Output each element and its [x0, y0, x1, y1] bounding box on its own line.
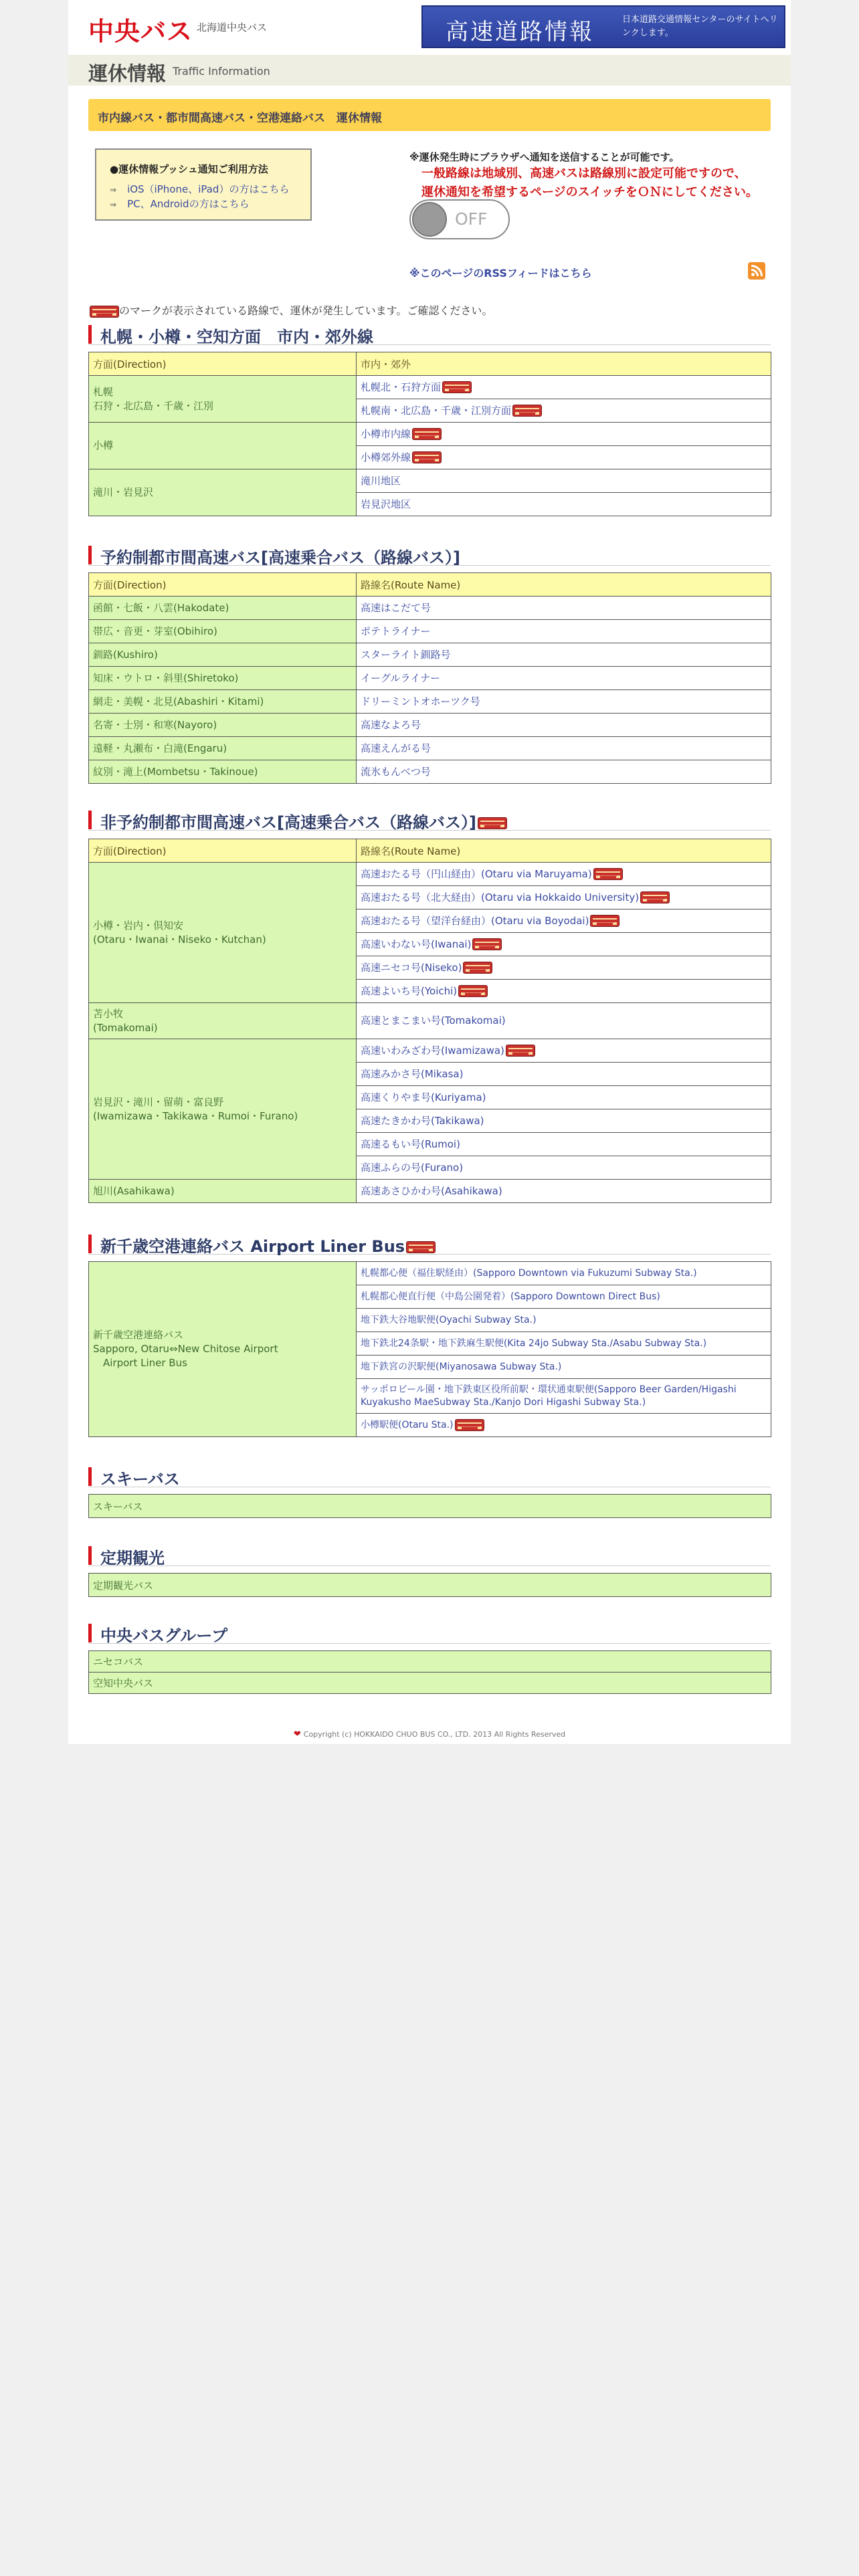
route-link[interactable]: 流氷もんべつ号	[357, 760, 771, 784]
direction-cell: 網走・美幌・北見(Abashiri・Kitami)	[89, 690, 357, 714]
route-link[interactable]: 高速はこだて号	[357, 597, 771, 620]
route-link[interactable]: 高速くりやま号(Kuriyama)	[357, 1086, 771, 1109]
route-link[interactable]: 高速たきかわ号(Takikawa)	[357, 1109, 771, 1133]
direction-cell: 滝川・岩見沢	[89, 469, 357, 516]
section-header-nonreserved	[88, 809, 771, 831]
section-header-sightseeing	[88, 1545, 771, 1566]
notice-line-1: ※運休発生時にブラウザへ通知を送信することが可能です。	[409, 151, 680, 163]
route-link[interactable]: 高速なよろ号	[357, 714, 771, 737]
route-link[interactable]: 地下鉄北24条駅・地下鉄麻生駅便(Kita 24jo Subway Sta./Asabu Subway Sta.)	[357, 1332, 771, 1356]
route-link[interactable]: 地下鉄宮の沢駅便(Miyanosawa Subway Sta.)	[357, 1356, 771, 1379]
route-link[interactable]: 札幌南・北広島・千歳・江別方面	[357, 399, 771, 423]
section-title: 定期観光	[100, 1549, 165, 1568]
route-table-city	[88, 352, 771, 516]
footer	[68, 1729, 791, 1739]
route-link[interactable]: 小樽駅便(Otaru Sta.)	[357, 1414, 771, 1437]
route-table-reserved	[88, 572, 771, 784]
section-title: スキーバス	[100, 1470, 180, 1489]
niseko-bus-link[interactable]: ニセコバス	[89, 1651, 771, 1673]
suspension-badge-icon	[640, 891, 670, 903]
intro-section-header	[88, 99, 771, 131]
suspension-badge-icon	[593, 868, 623, 880]
table-row	[89, 760, 771, 784]
page-subtitle: Traffic Information	[173, 65, 270, 78]
route-link[interactable]: 小樽郊外線	[357, 446, 771, 469]
arrow-icon: ⇒	[110, 185, 117, 195]
route-link[interactable]: 札幌都心便（福住駅経由）(Sapporo Downtown via Fukuzumi Subway Sta.)	[357, 1262, 771, 1285]
notice-line-3: 運休通知を希望するページのスイッチをＯＮにしてください。	[421, 185, 758, 199]
suspension-badge-icon	[406, 1241, 436, 1253]
notification-toggle[interactable]	[409, 199, 510, 239]
table-row	[89, 1673, 771, 1694]
route-link[interactable]: 高速ニセコ号(Niseko)	[357, 956, 771, 980]
arrow-icon: ⇒	[110, 200, 117, 209]
route-link[interactable]: ポテトライナー	[357, 620, 771, 643]
direction-cell: 釧路(Kushiro)	[89, 643, 357, 667]
rss-link[interactable]: ※このページのRSSフィードはこちら	[409, 267, 592, 280]
direction-cell: 名寄・士別・和寒(Nayoro)	[89, 714, 357, 737]
suspension-badge-icon	[512, 405, 542, 417]
legend	[88, 302, 492, 318]
route-link[interactable]: 札幌都心便直行便（中島公園発着）(Sapporo Downtown Direct Bus)	[357, 1285, 771, 1309]
direction-cell: 小樽・岩内・倶知安 (Otaru・Iwanai・Niseko・Kutchan)	[89, 863, 357, 1003]
ski-table	[88, 1494, 771, 1518]
column-header-direction: 方面(Direction)	[89, 839, 357, 863]
section-header-reserved	[88, 544, 771, 566]
notice-warning	[421, 165, 758, 202]
route-link[interactable]: 滝川地区	[357, 469, 771, 493]
site-logo[interactable]: 中央バス	[88, 17, 193, 46]
table-row	[89, 620, 771, 643]
direction-cell: 旭川(Asahikawa)	[89, 1180, 357, 1203]
route-link[interactable]: 高速おたる号（円山経由）(Otaru via Maruyama)	[357, 863, 771, 886]
table-row	[89, 643, 771, 667]
direction-cell: 遠軽・丸瀬布・白滝(Engaru)	[89, 737, 357, 760]
section-title: 予約制都市間高速バス[高速乗合バス（路線バス）]	[100, 548, 460, 567]
heart-icon: ❤	[293, 1729, 301, 1739]
push-link-pc[interactable]	[110, 197, 250, 211]
notice-line-2: 一般路線は地域別、高速バスは路線別に設定可能ですので、	[421, 167, 747, 181]
column-header-direction: 方面(Direction)	[89, 573, 357, 597]
section-header-ski	[88, 1466, 771, 1487]
route-table-nonreserved	[88, 839, 771, 1203]
suspension-badge-icon	[472, 938, 502, 950]
push-notification-box	[95, 148, 312, 221]
column-header-route: 路線名(Route Name)	[357, 839, 771, 863]
column-header-route: 市内・郊外	[357, 352, 771, 376]
table-row	[89, 690, 771, 714]
route-link[interactable]: イーグルライナー	[357, 667, 771, 690]
route-link[interactable]: 高速みかさ号(Mikasa)	[357, 1063, 771, 1086]
table-row	[89, 1651, 771, 1673]
route-link[interactable]: 高速ふらの号(Furano)	[357, 1156, 771, 1180]
table-row	[89, 863, 771, 886]
table-row	[89, 1039, 771, 1063]
route-link[interactable]: 高速いわみざわ号(Iwamizawa)	[357, 1039, 771, 1063]
table-row	[89, 1495, 771, 1518]
toggle-knob	[412, 202, 447, 237]
section-header-city	[88, 324, 771, 345]
push-link-pc-label: PC、Androidの方はこちら	[127, 198, 250, 210]
suspension-badge-icon	[463, 962, 492, 974]
table-header-row	[89, 352, 771, 376]
sightseeing-table	[88, 1573, 771, 1597]
table-row	[89, 376, 771, 399]
route-link[interactable]: スターライト釧路号	[357, 643, 771, 667]
table-header-row	[89, 839, 771, 863]
group-table	[88, 1650, 771, 1694]
route-link[interactable]: 高速おたる号（望洋台経由）(Otaru via Boyodai)	[357, 909, 771, 933]
ski-bus-link[interactable]: スキーバス	[89, 1495, 771, 1518]
column-header-route: 路線名(Route Name)	[357, 573, 771, 597]
route-link[interactable]: 岩見沢地区	[357, 493, 771, 516]
page	[68, 0, 791, 1744]
route-link[interactable]: 札幌北・石狩方面	[357, 376, 771, 399]
suspension-badge-icon	[506, 1045, 535, 1057]
table-row	[89, 1574, 771, 1597]
route-link[interactable]: 高速えんがる号	[357, 737, 771, 760]
suspension-badge-icon	[90, 306, 119, 318]
push-title: ●運休情報プッシュ通知ご利用方法	[110, 163, 268, 175]
route-link[interactable]: 高速るもい号(Rumoi)	[357, 1133, 771, 1156]
direction-cell: 紋別・滝上(Mombetsu・Takinoue)	[89, 760, 357, 784]
route-link[interactable]: 高速よいち号(Yoichi)	[357, 980, 771, 1003]
section-header-group	[88, 1622, 771, 1644]
route-table-airport	[88, 1261, 771, 1437]
route-link[interactable]: 高速おたる号（北大経由）(Otaru via Hokkaido University)	[357, 886, 771, 909]
direction-cell: 苫小牧 (Tomakomai)	[89, 1003, 357, 1039]
table-row	[89, 714, 771, 737]
page-title: 運休情報	[88, 62, 167, 85]
table-row	[89, 423, 771, 446]
sorachi-bus-link[interactable]: 空知中央バス	[89, 1673, 771, 1694]
page-title-bar	[68, 55, 791, 86]
banner-subtitle: 日本道路交通情報センターのサイトへリンクします。	[622, 15, 778, 38]
suspension-badge-icon	[478, 817, 507, 829]
push-link-ios-label: iOS（iPhone、iPad）の方はこちら	[127, 183, 290, 195]
direction-cell: 札幌 石狩・北広島・千歳・江別	[89, 376, 357, 423]
route-link[interactable]: 小樽市内線	[357, 423, 771, 446]
table-row	[89, 597, 771, 620]
suspension-badge-icon	[442, 381, 472, 393]
copyright: Copyright (c) HOKKAIDO CHUO BUS CO., LTD. 2013 All Rights Reserved	[303, 1730, 566, 1739]
table-row	[89, 667, 771, 690]
section-title: 札幌・小樽・空知方面 市内・郊外線	[100, 328, 373, 346]
table-row	[89, 1262, 771, 1285]
direction-cell: 小樽	[89, 423, 357, 469]
legend-text: のマークが表示されている路線で、運休が発生しています。ご確認ください。	[119, 304, 493, 317]
push-link-ios[interactable]	[110, 182, 289, 196]
direction-cell: 函館・七飯・八雲(Hakodate)	[89, 597, 357, 620]
route-link[interactable]: サッポロビール園・地下鉄東区役所前駅・環状通東駅便(Sapporo Beer Garden/Higashi Kuyakusho MaeSubway Sta./Kanjo Dori Higashi Subway Sta.)	[357, 1379, 771, 1414]
route-link[interactable]: 高速あさひかわ号(Asahikawa)	[357, 1180, 771, 1203]
site-header	[68, 0, 791, 55]
direction-cell: 岩見沢・滝川・留萌・富良野 (Iwamizawa・Takikawa・Rumoi・Furano)	[89, 1039, 357, 1180]
suspension-badge-icon	[412, 428, 442, 440]
route-link[interactable]: ドリーミントオホーツク号	[357, 690, 771, 714]
direction-cell: 知床・ウトロ・斜里(Shiretoko)	[89, 667, 357, 690]
sightseeing-bus-link[interactable]: 定期観光バス	[89, 1574, 771, 1597]
route-link[interactable]: 高速とまこまい号(Tomakomai)	[357, 1003, 771, 1039]
suspension-badge-icon	[455, 1419, 484, 1431]
section-title: 非予約制都市間高速バス[高速乗合バス（路線バス）]	[100, 809, 507, 833]
section-title: 中央バスグループ	[100, 1626, 228, 1645]
toggle-label: OFF	[455, 209, 488, 229]
route-link[interactable]: 地下鉄大谷地駅便(Oyachi Subway Sta.)	[357, 1309, 771, 1332]
table-row	[89, 1180, 771, 1203]
table-row	[89, 469, 771, 493]
site-logo-subtitle: 北海道中央バス	[197, 21, 268, 33]
direction-cell: 新千歳空港連絡バス Sapporo, Otaru⇔New Chitose Airport Airport Liner Bus	[89, 1262, 357, 1437]
suspension-badge-icon	[458, 985, 488, 997]
intro-section-title: 市内線バス・都市間高速バス・空港連絡バス 運休情報	[98, 112, 382, 125]
route-link[interactable]: 高速いわない号(Iwanai)	[357, 933, 771, 956]
direction-cell: 帯広・音更・芽室(Obihiro)	[89, 620, 357, 643]
section-title: 新千歳空港連絡バス Airport Liner Bus	[100, 1233, 436, 1257]
column-header-direction: 方面(Direction)	[89, 352, 357, 376]
table-row	[89, 1003, 771, 1039]
suspension-badge-icon	[590, 915, 619, 927]
banner-title: 高速道路情報	[446, 19, 594, 45]
rss-icon[interactable]	[748, 262, 765, 280]
suspension-badge-icon	[412, 451, 442, 463]
table-header-row	[89, 573, 771, 597]
section-header-airport	[88, 1233, 771, 1255]
table-row	[89, 737, 771, 760]
highway-info-banner[interactable]	[421, 5, 785, 48]
